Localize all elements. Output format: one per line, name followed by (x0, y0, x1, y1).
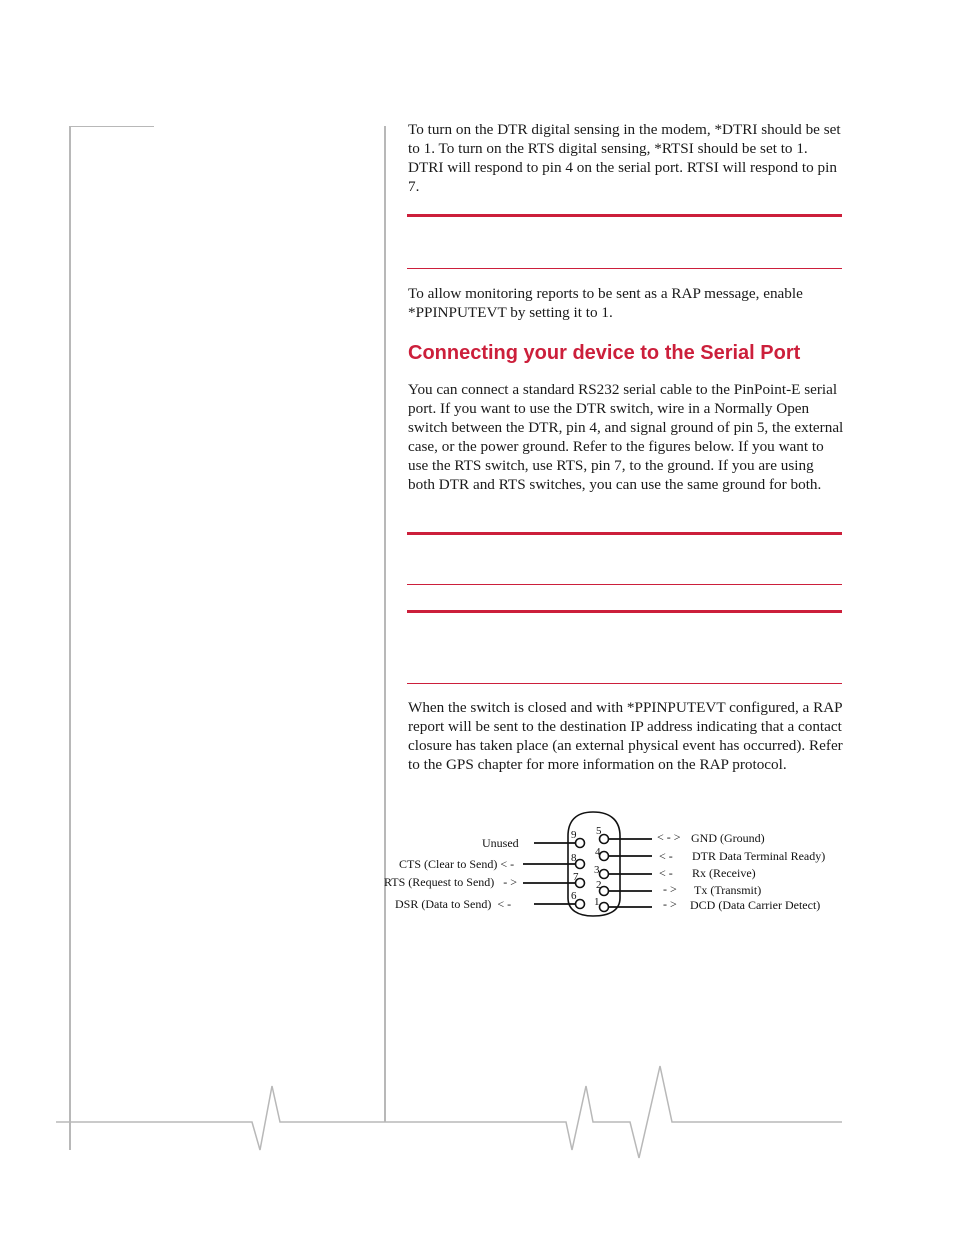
label-dsr: DSR (Data to Send) < - (395, 897, 512, 911)
label-tx: Tx (Transmit) (694, 883, 762, 897)
arrow-dtr: < - (659, 849, 673, 863)
arrow-gnd: < - > (657, 830, 681, 844)
paragraph-switch-closed: When the switch is closed and with *PPINPUTEVT configured, a RAP report will be sent to the destination IP address indicating that a contact closure has taken place (an external physical event has occurred). Refer to the GPS chapter for more information on the RAP protocol. (408, 699, 843, 773)
pin-number-8: 8 (571, 852, 577, 864)
pin-number-1: 1 (594, 896, 600, 908)
paragraph-ppinputevt: To allow monitoring reports to be sent as a RAP message, enable *PPINPUTEVT by setting it to 1. (408, 285, 803, 321)
paragraph-serial-connection: You can connect a standard RS232 serial cable to the PinPoint-E serial port. If you want to use the DTR switch, wire in a Normally Open switch between the DTR, pin 4, and signal ground of pin 5, the external case, or the power ground. Refer to the figures below. If you want to use the RTS switch, use RTS, pin 7, to the ground. If you are using both DTR and RTS switches, you can use the same ground for both. (408, 381, 844, 493)
pin-number-6: 6 (571, 890, 577, 902)
pin-number-3: 3 (594, 864, 600, 876)
label-rx: Rx (Receive) (692, 866, 756, 880)
label-unused: Unused (482, 836, 519, 850)
arrow-rx: < - (659, 866, 673, 880)
pin-number-5: 5 (596, 825, 602, 837)
label-cts: CTS (Clear to Send) < - (399, 857, 515, 871)
pin-number-2: 2 (596, 879, 602, 891)
label-dtr: DTR Data Terminal Ready) (692, 849, 826, 863)
label-dcd: DCD (Data Carrier Detect) (690, 898, 821, 912)
arrow-tx: - > (663, 882, 677, 896)
label-rts: RTS (Request to Send) - > (384, 875, 518, 889)
paragraph-dtri-rtsi: To turn on the DTR digital sensing in the modem, *DTRI should be set to 1. To turn on the RTS digital sensing, *RTSI should be set to 1. DTRI will respond to pin 4 on the serial port. RTSI will respond to pin 7. (408, 121, 841, 195)
arrow-dcd: - > (663, 897, 677, 911)
section-heading: Connecting your device to the Serial Port (408, 342, 801, 364)
pin-number-9: 9 (571, 829, 577, 841)
label-gnd: GND (Ground) (691, 831, 765, 845)
pin-number-4: 4 (595, 846, 601, 858)
pin-number-7: 7 (573, 871, 579, 883)
